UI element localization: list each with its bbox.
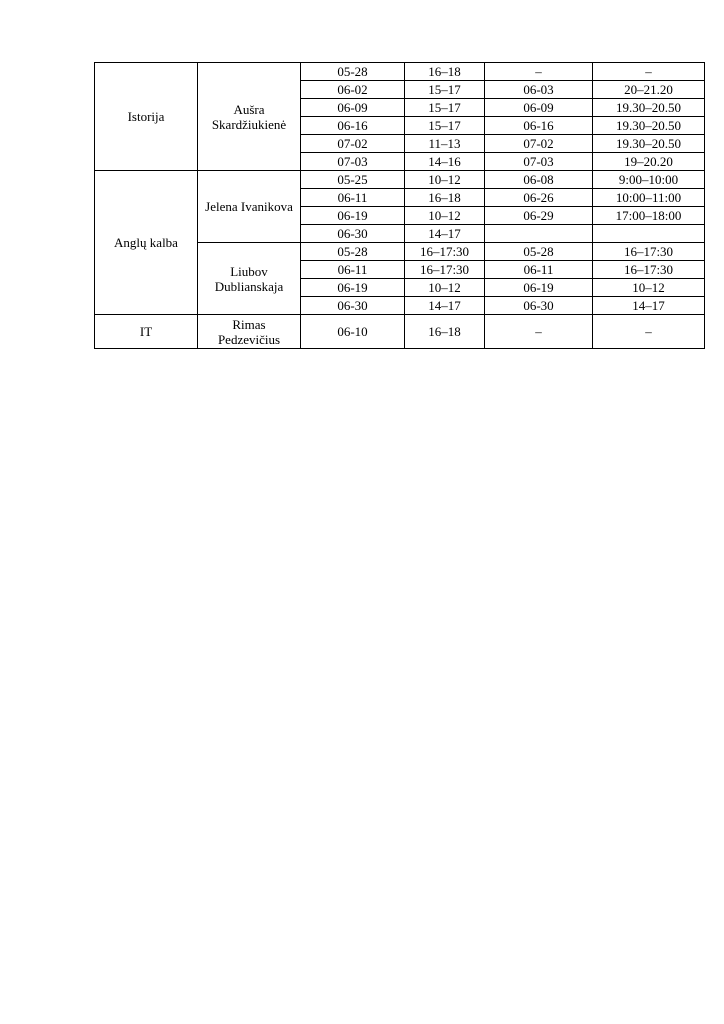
date-2-cell: 06-26 bbox=[485, 189, 593, 207]
teacher-cell: Rimas Pedzevičius bbox=[198, 315, 301, 349]
subject-cell: Istorija bbox=[95, 63, 198, 171]
date-1-cell: 06-11 bbox=[301, 189, 405, 207]
date-1-cell: 06-19 bbox=[301, 279, 405, 297]
time-1-cell: 15–17 bbox=[405, 117, 485, 135]
time-2-cell: 20–21.20 bbox=[593, 81, 705, 99]
time-2-cell bbox=[593, 225, 705, 243]
time-1-cell: 14–17 bbox=[405, 225, 485, 243]
teacher-cell: Jelena Ivanikova bbox=[198, 171, 301, 243]
date-2-cell: 06-30 bbox=[485, 297, 593, 315]
date-1-cell: 05-28 bbox=[301, 63, 405, 81]
date-1-cell: 06-02 bbox=[301, 81, 405, 99]
time-2-cell: 14–17 bbox=[593, 297, 705, 315]
time-1-cell: 14–17 bbox=[405, 297, 485, 315]
date-2-cell: 05-28 bbox=[485, 243, 593, 261]
time-1-cell: 16–17:30 bbox=[405, 261, 485, 279]
schedule-body bbox=[95, 63, 705, 349]
time-2-cell: 16–17:30 bbox=[593, 261, 705, 279]
time-2-cell: 19–20.20 bbox=[593, 153, 705, 171]
time-2-cell: 16–17:30 bbox=[593, 243, 705, 261]
table-row bbox=[95, 171, 705, 189]
date-1-cell: 07-03 bbox=[301, 153, 405, 171]
time-2-cell: 10–12 bbox=[593, 279, 705, 297]
date-2-cell: – bbox=[485, 315, 593, 349]
date-1-cell: 06-11 bbox=[301, 261, 405, 279]
date-2-cell: 06-08 bbox=[485, 171, 593, 189]
time-1-cell: 14–16 bbox=[405, 153, 485, 171]
date-2-cell bbox=[485, 225, 593, 243]
subject-cell: IT bbox=[95, 315, 198, 349]
date-2-cell: 06-16 bbox=[485, 117, 593, 135]
time-1-cell: 11–13 bbox=[405, 135, 485, 153]
date-1-cell: 06-09 bbox=[301, 99, 405, 117]
teacher-cell: Liubov Dublianskaja bbox=[198, 243, 301, 315]
time-1-cell: 15–17 bbox=[405, 99, 485, 117]
subject-cell: Anglų kalba bbox=[95, 171, 198, 315]
date-1-cell: 06-30 bbox=[301, 225, 405, 243]
date-2-cell: 06-03 bbox=[485, 81, 593, 99]
teacher-cell: Aušra Skardžiukienė bbox=[198, 63, 301, 171]
schedule-table bbox=[94, 62, 705, 349]
time-1-cell: 15–17 bbox=[405, 81, 485, 99]
date-1-cell: 06-19 bbox=[301, 207, 405, 225]
date-2-cell: 06-29 bbox=[485, 207, 593, 225]
time-1-cell: 10–12 bbox=[405, 279, 485, 297]
time-1-cell: 16–17:30 bbox=[405, 243, 485, 261]
date-2-cell: – bbox=[485, 63, 593, 81]
date-2-cell: 06-11 bbox=[485, 261, 593, 279]
time-2-cell: 19.30–20.50 bbox=[593, 135, 705, 153]
time-1-cell: 16–18 bbox=[405, 189, 485, 207]
date-2-cell: 07-03 bbox=[485, 153, 593, 171]
date-1-cell: 05-25 bbox=[301, 171, 405, 189]
date-1-cell: 06-16 bbox=[301, 117, 405, 135]
time-2-cell: 10:00–11:00 bbox=[593, 189, 705, 207]
date-1-cell: 05-28 bbox=[301, 243, 405, 261]
time-1-cell: 16–18 bbox=[405, 63, 485, 81]
time-2-cell: 19.30–20.50 bbox=[593, 99, 705, 117]
time-2-cell: 17:00–18:00 bbox=[593, 207, 705, 225]
time-1-cell: 10–12 bbox=[405, 171, 485, 189]
date-2-cell: 06-19 bbox=[485, 279, 593, 297]
time-1-cell: 16–18 bbox=[405, 315, 485, 349]
time-2-cell: – bbox=[593, 63, 705, 81]
time-2-cell: 19.30–20.50 bbox=[593, 117, 705, 135]
date-2-cell: 07-02 bbox=[485, 135, 593, 153]
table-row bbox=[95, 315, 705, 349]
date-1-cell: 07-02 bbox=[301, 135, 405, 153]
date-2-cell: 06-09 bbox=[485, 99, 593, 117]
time-1-cell: 10–12 bbox=[405, 207, 485, 225]
table-row bbox=[95, 63, 705, 81]
date-1-cell: 06-10 bbox=[301, 315, 405, 349]
time-2-cell: 9:00–10:00 bbox=[593, 171, 705, 189]
time-2-cell: – bbox=[593, 315, 705, 349]
date-1-cell: 06-30 bbox=[301, 297, 405, 315]
